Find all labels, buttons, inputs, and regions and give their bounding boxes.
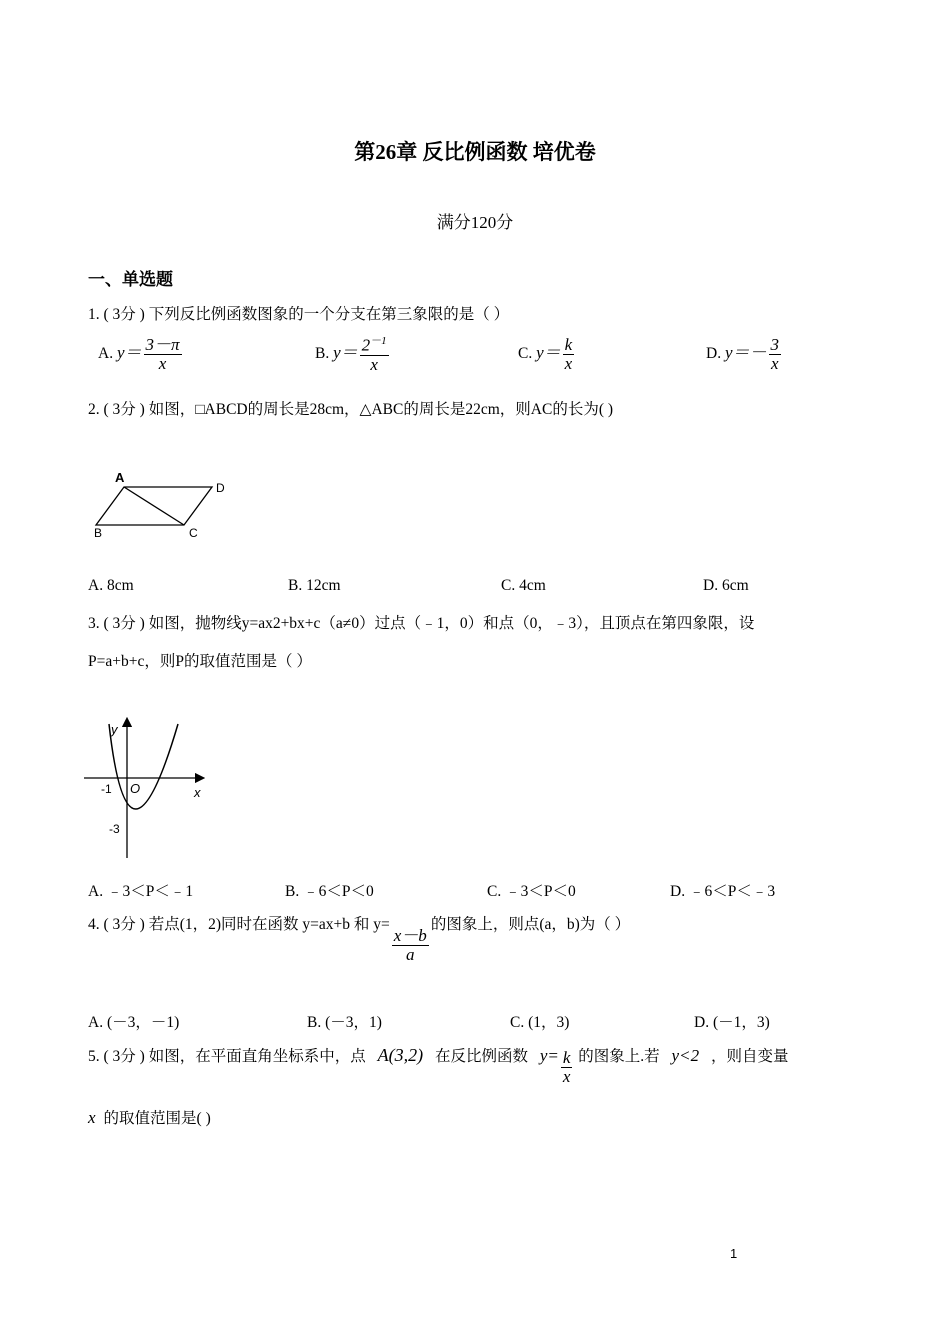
question-4-stem: 4. ( 3分 ) 若点(1，2)同时在函数 y=ax+b 和 y= $\frac{x-b}{a}$ 的图象上，则点(a，b)为（ ） (88, 916, 631, 964)
page-subtitle: 满分120分 (436, 213, 514, 232)
origin-label: O (130, 781, 141, 796)
q2-option-d[interactable]: D. 6cm (703, 577, 749, 594)
q3-option-a[interactable]: A. ﹣3＜P＜﹣1 (88, 883, 194, 900)
vertex-label-a: A (115, 470, 125, 485)
tick-label-neg3: -3 (109, 822, 120, 836)
q4-option-d[interactable]: D. (－1，3) (694, 1014, 770, 1031)
q4-fraction: $\frac{x-b}{a}$ (393, 926, 427, 964)
condition: y<2 (671, 1046, 700, 1065)
q1-a-fraction: $\frac{3-\pi}{x}$ (145, 335, 180, 373)
q2-option-c[interactable]: C. 4cm (501, 577, 546, 594)
q3-option-c[interactable]: C. ﹣3＜P＜0 (487, 883, 576, 900)
q3-option-d[interactable]: D. ﹣6＜P＜﹣3 (670, 883, 776, 900)
q1-b-fraction: $\frac{2^{-1}}{x}$ (361, 335, 387, 374)
question-2-stem: 2. ( 3分 ) 如图，□ABCD的周长是28cm，△ABC的周长是22cm，则AC的长为( ) (88, 401, 614, 418)
parabola-figure (84, 712, 214, 860)
page-number: 1 (730, 1246, 738, 1261)
q1-c-fraction: $\frac{k}{x}$ (564, 335, 573, 373)
q4-option-c[interactable]: C. (1，3) (510, 1014, 570, 1031)
section-heading: 一、单选题 (88, 270, 173, 289)
page-title: 第26章 反比例函数 培优卷 (354, 140, 596, 164)
vertex-label-b: B (94, 526, 103, 540)
tick-label-neg1: -1 (101, 782, 112, 796)
q3-option-b[interactable]: B. ﹣6＜P＜0 (285, 883, 374, 900)
question-1-stem: 1. ( 3分 ) 下列反比例函数图象的一个分支在第三象限的是（ ） (88, 306, 510, 323)
q4-option-a[interactable]: A. (－3，－1) (88, 1014, 180, 1031)
q4-option-b[interactable]: B. (－3，1) (307, 1014, 382, 1031)
parabola-curve (109, 724, 178, 809)
diagonal-ac (124, 487, 184, 525)
q1-option-b[interactable]: B. y＝ $\frac{2^{-1}}{x}$ (315, 335, 387, 374)
q1-option-d[interactable]: D. y＝－ $\frac{3}{x}$ (706, 335, 779, 373)
parallelogram-figure (88, 465, 238, 545)
vertex-label-c: C (189, 526, 198, 540)
question-3-stem-line2: P=a+b+c，则P的取值范围是（ ） (88, 653, 312, 670)
q1-option-a[interactable]: A. y＝ $\frac{3-\pi}{x}$ (98, 335, 180, 373)
q5-fraction: $\frac{k}{x}$ (562, 1048, 571, 1086)
q1-option-c[interactable]: C. y＝ $\frac{k}{x}$ (518, 335, 573, 373)
question-3-stem-line1: 3. ( 3分 ) 如图，抛物线y=ax2+bx+c（a≠0）过点（﹣1，0）和点（0，﹣3），且顶点在第四象限，设 (88, 615, 755, 632)
q1-d-fraction: $\frac{3}{x}$ (770, 335, 779, 373)
point-a: A(3,2) (377, 1045, 424, 1065)
q2-option-a[interactable]: A. 8cm (88, 577, 134, 594)
question-5-stem: 5. ( 3分 ) 如图，在平面直角坐标系中，点 A(3,2) 在反比例函数 y= $\frac{k}{x}$ 的图象上.若 y<2 ，则自变量 (88, 1045, 789, 1086)
vertex-label-d: D (216, 481, 225, 495)
axis-label-x: x (194, 785, 201, 800)
q2-option-b[interactable]: B. 12cm (288, 577, 341, 594)
axis-label-y: y (111, 722, 118, 737)
question-5-line2: x 的取值范围是( ) (88, 1108, 211, 1127)
